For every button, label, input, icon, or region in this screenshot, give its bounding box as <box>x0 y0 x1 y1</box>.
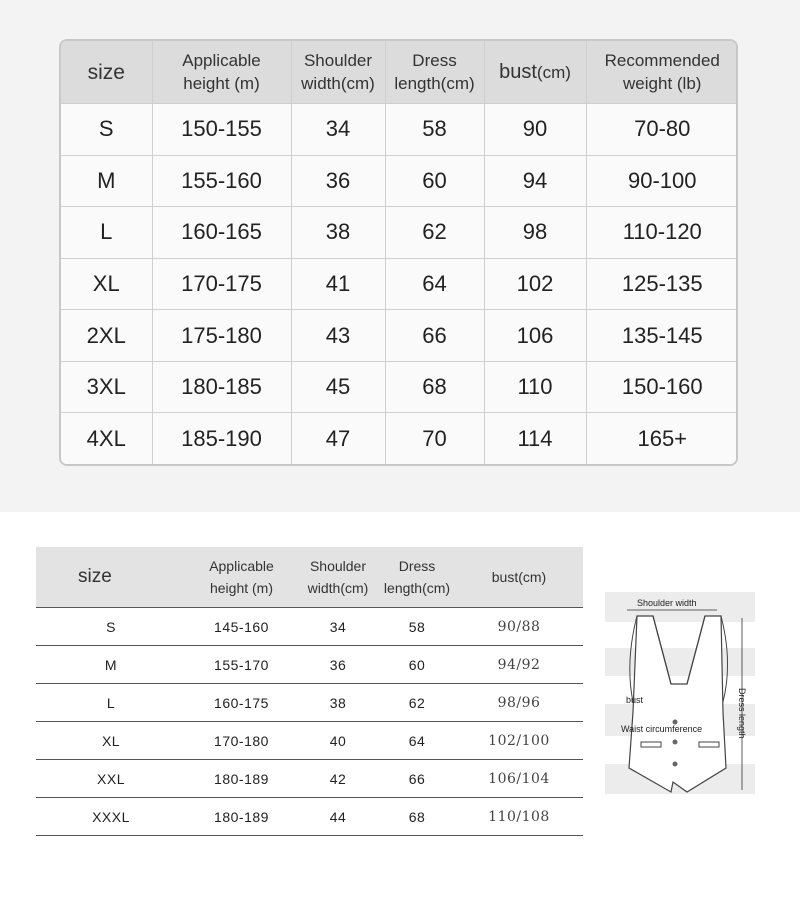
table-row <box>61 207 738 259</box>
table-cell: 64 <box>379 722 455 760</box>
table-cell: 180-189 <box>186 760 297 798</box>
table-cell: 135-145 <box>586 310 738 362</box>
header-bust: bust(cm) <box>455 547 583 608</box>
table-cell: 110 <box>484 361 586 413</box>
header-weight: Recommended weight (lb) <box>586 41 738 104</box>
table-cell: 43 <box>291 310 385 362</box>
table-cell: XL <box>61 258 152 310</box>
header-height: Applicable height (m) <box>152 41 291 104</box>
header-shoulder: Shoulder width(cm) <box>297 547 379 608</box>
table-cell: 90-100 <box>586 155 738 207</box>
table-cell: 94 <box>484 155 586 207</box>
table-cell: 70 <box>385 413 484 464</box>
table-cell: 4XL <box>61 413 152 464</box>
header-bust: bust(cm) <box>484 41 586 104</box>
table-cell: 36 <box>291 155 385 207</box>
table-cell: 94/92 <box>455 646 583 684</box>
table-cell: 66 <box>379 760 455 798</box>
table-row <box>36 722 583 760</box>
table-cell: 102 <box>484 258 586 310</box>
table-cell: 60 <box>385 155 484 207</box>
table-row <box>61 155 738 207</box>
table-cell: 106/104 <box>455 760 583 798</box>
header-size: size <box>61 41 152 104</box>
table-cell: 68 <box>379 798 455 836</box>
table-cell: 110/108 <box>455 798 583 836</box>
table-header-row <box>61 41 738 104</box>
table-cell: 150-155 <box>152 104 291 156</box>
size-chart-table-secondary <box>36 547 583 836</box>
label-bust: bust <box>626 695 644 705</box>
table-cell: 160-175 <box>186 684 297 722</box>
table-cell: 155-160 <box>152 155 291 207</box>
table-cell: 44 <box>297 798 379 836</box>
table-cell: 58 <box>379 608 455 646</box>
table-cell: M <box>36 646 186 684</box>
table-cell: XXL <box>36 760 186 798</box>
table-cell: 102/100 <box>455 722 583 760</box>
table-row <box>61 413 738 464</box>
table-cell: 180-189 <box>186 798 297 836</box>
table-cell: 38 <box>291 207 385 259</box>
table-cell: XXXL <box>36 798 186 836</box>
table-cell: 41 <box>291 258 385 310</box>
header-length: Dress length(cm) <box>379 547 455 608</box>
table-cell: 38 <box>297 684 379 722</box>
table-cell: 34 <box>291 104 385 156</box>
table-cell: 170-180 <box>186 722 297 760</box>
header-height: Applicable height (m) <box>186 547 297 608</box>
table-row <box>61 310 738 362</box>
table-cell: 62 <box>385 207 484 259</box>
table-cell: 180-185 <box>152 361 291 413</box>
table-cell: 145-160 <box>186 608 297 646</box>
table-cell: 125-135 <box>586 258 738 310</box>
table-cell: XL <box>36 722 186 760</box>
header-length: Dress length(cm) <box>385 41 484 104</box>
table-cell: 68 <box>385 361 484 413</box>
table-cell: 106 <box>484 310 586 362</box>
table-cell: S <box>36 608 186 646</box>
table-row <box>61 258 738 310</box>
header-shoulder: Shoulder width(cm) <box>291 41 385 104</box>
table-header-row <box>36 547 583 608</box>
table-cell: 170-175 <box>152 258 291 310</box>
table-cell: 62 <box>379 684 455 722</box>
table-cell: 60 <box>379 646 455 684</box>
table-cell: 64 <box>385 258 484 310</box>
table-cell: 34 <box>297 608 379 646</box>
label-dress-length: Dress length <box>737 688 747 739</box>
table-cell: 98 <box>484 207 586 259</box>
table-cell: 90/88 <box>455 608 583 646</box>
table-row <box>36 684 583 722</box>
table-cell: 2XL <box>61 310 152 362</box>
table-cell: 150-160 <box>586 361 738 413</box>
table-cell: 175-180 <box>152 310 291 362</box>
table-row <box>36 608 583 646</box>
table-cell: 66 <box>385 310 484 362</box>
table-cell: 42 <box>297 760 379 798</box>
table-cell: L <box>36 684 186 722</box>
label-waist-circumference: Waist circumference <box>621 724 703 734</box>
table-cell: 58 <box>385 104 484 156</box>
table-cell: S <box>61 104 152 156</box>
label-shoulder-width: Shoulder width <box>637 598 697 608</box>
table-cell: 90 <box>484 104 586 156</box>
table-cell: 47 <box>291 413 385 464</box>
vest-measurement-diagram <box>605 592 755 794</box>
table-cell: 155-170 <box>186 646 297 684</box>
table-cell: 98/96 <box>455 684 583 722</box>
table-cell: 3XL <box>61 361 152 413</box>
table-cell: 70-80 <box>586 104 738 156</box>
table-row <box>36 798 583 836</box>
table-row <box>36 760 583 798</box>
table-row <box>61 104 738 156</box>
size-chart-table-main <box>59 39 738 466</box>
vest-outline-icon <box>605 592 755 794</box>
table-cell: L <box>61 207 152 259</box>
header-size: size <box>36 547 186 608</box>
table-row <box>36 646 583 684</box>
table-cell: 45 <box>291 361 385 413</box>
table-cell: M <box>61 155 152 207</box>
table-cell: 160-165 <box>152 207 291 259</box>
table-cell: 110-120 <box>586 207 738 259</box>
table-cell: 114 <box>484 413 586 464</box>
table-cell: 185-190 <box>152 413 291 464</box>
table-cell: 165+ <box>586 413 738 464</box>
table-cell: 40 <box>297 722 379 760</box>
table-cell: 36 <box>297 646 379 684</box>
table-row <box>61 361 738 413</box>
